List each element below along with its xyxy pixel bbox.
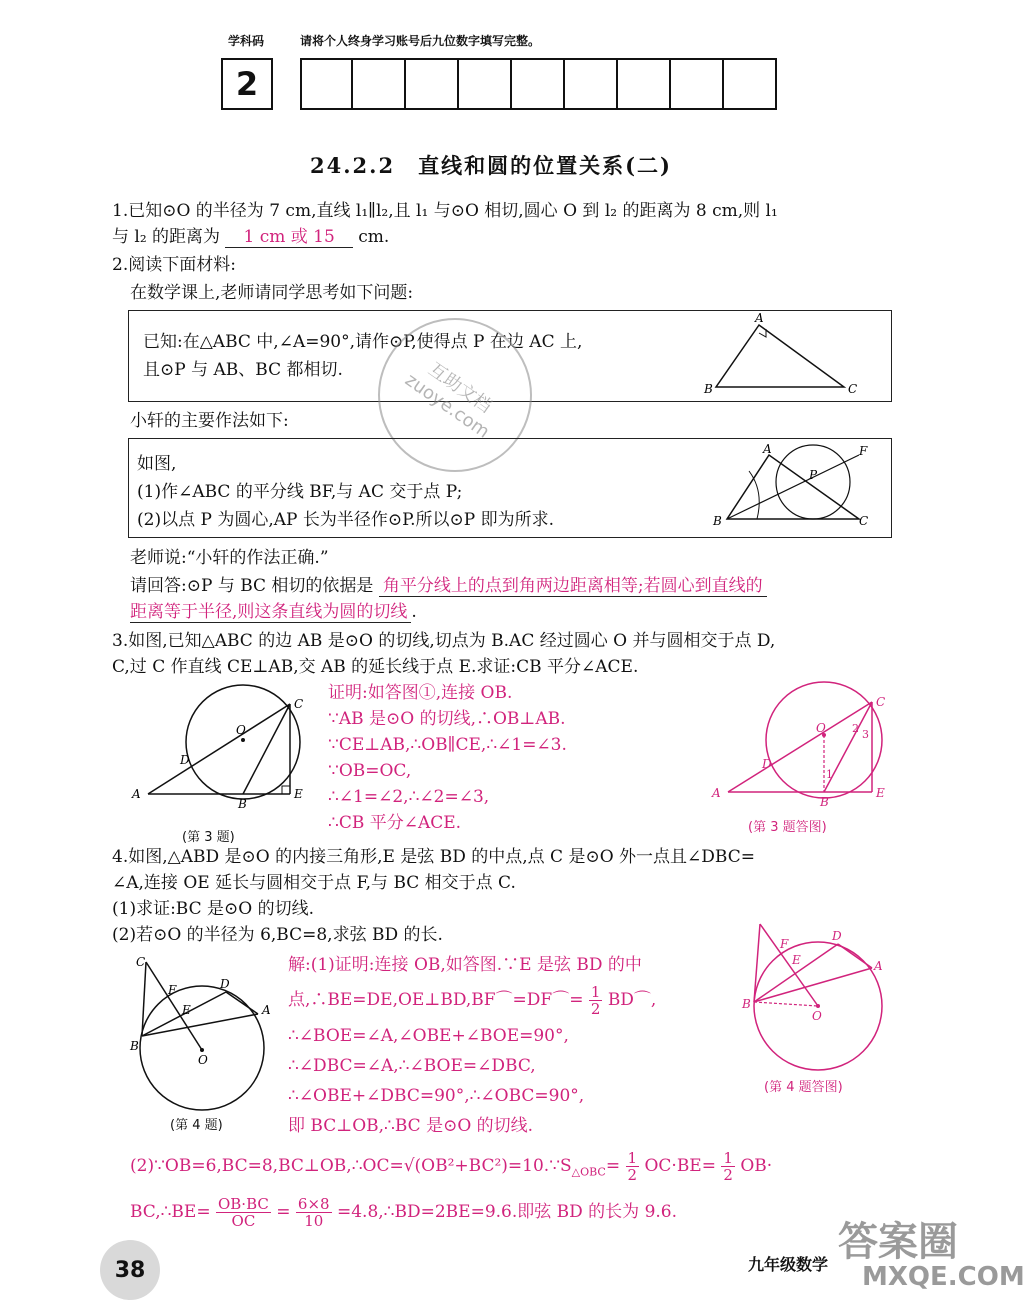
svg-text:A: A <box>262 1003 271 1017</box>
q3-answer-figure <box>706 680 896 812</box>
subject-code-label: 学科码 <box>228 34 265 48</box>
proof-line: ∴CB 平分∠ACE. <box>328 813 462 833</box>
proof-line: ∴∠1=∠2,∴∠2=∠3, <box>328 787 490 807</box>
account-digit-box[interactable] <box>671 58 724 110</box>
svg-text:C: C <box>294 697 304 711</box>
svg-text:O: O <box>812 1009 822 1023</box>
q4-figure <box>126 952 276 1112</box>
q2-answer-block <box>130 573 900 625</box>
svg-text:F: F <box>168 983 177 997</box>
fraction-ob-bc-over-oc <box>216 1196 271 1229</box>
fraction-numerator: 1 <box>590 983 601 1001</box>
fraction-numerator: 6×8 <box>297 1195 330 1213</box>
part2-text-a: (2)∵OB=6,BC=8,BC⊥OB,∴OC=√(OB²+BC²)=10.∵S <box>130 1156 572 1176</box>
q2-answer-line2: 距离等于半径,则这条直线为圆的切线 <box>130 602 411 623</box>
svg-text:A: A <box>763 442 772 456</box>
fraction-denominator: OC <box>231 1212 256 1230</box>
proof-line: 证明:如答图①,连接 OB. <box>328 683 513 703</box>
fraction-one-half <box>721 1150 735 1183</box>
q4-answer-figure <box>740 918 900 1070</box>
svg-text:E: E <box>182 1003 191 1017</box>
q1-answer: 1 cm 或 15 <box>225 227 352 248</box>
solution-line: ∴∠BOE=∠A,∠OBE+∠BOE=90°, <box>288 1026 569 1046</box>
fraction-6x8-over-10 <box>296 1196 332 1229</box>
q1-suffix: cm. <box>358 227 390 247</box>
solution-line-text: 点,∴BE=DE,OE⊥BD,BF⌒=DF⌒= <box>288 990 584 1010</box>
method-line2: (1)作∠ABC 的平分线 BF,与 AC 交于点 P; <box>137 482 463 502</box>
q2-ask: 请回答:⊙P 与 BC 相切的依据是 <box>130 576 374 596</box>
svg-text:O: O <box>198 1053 208 1067</box>
svg-text:3: 3 <box>862 728 869 741</box>
account-digit-box[interactable] <box>618 58 671 110</box>
q4-part2-solution-line1 <box>130 1150 900 1185</box>
part2-text-d: OB· <box>740 1156 773 1176</box>
fraction-one-half <box>626 1150 640 1183</box>
account-digit-box[interactable] <box>406 58 459 110</box>
svg-text:D: D <box>832 929 842 943</box>
part2-text-e: BC,∴BE= <box>130 1202 211 1222</box>
svg-text:A: A <box>755 311 764 325</box>
q3-line1: 3.如图,已知△ABC 的边 AB 是⊙O 的切线,切点为 B.AC 经过圆心 O 并与圆相交于点 D, <box>112 631 776 651</box>
fraction-numerator: OB·BC <box>217 1195 269 1213</box>
svg-text:A: A <box>874 959 883 973</box>
method-box <box>128 438 892 538</box>
account-digit-box[interactable] <box>353 58 406 110</box>
fraction-denominator: 2 <box>627 1166 638 1184</box>
account-digit-box[interactable] <box>724 58 777 110</box>
subject-code-box: 2 <box>221 58 273 110</box>
arc-bd: BD⌒, <box>607 990 657 1010</box>
svg-text:1: 1 <box>826 768 833 781</box>
q3-proof <box>328 680 567 836</box>
svg-text:B: B <box>742 997 751 1011</box>
method-intro: 小轩的主要作法如下: <box>130 411 289 431</box>
method-line3: (2)以点 P 为圆心,AP 长为半径作⊙P.所以⊙P 即为所求. <box>137 510 554 530</box>
svg-text:O: O <box>816 721 826 735</box>
proof-line: ∵OB=OC, <box>328 761 412 781</box>
account-number-boxes <box>300 58 777 110</box>
fraction-numerator: 1 <box>627 1149 638 1167</box>
problem-line1: 已知:在△ABC 中,∠A=90°,请作⊙P,使得点 P 在边 AC 上, <box>143 332 583 352</box>
q4-figure-caption: (第 4 题) <box>170 1118 223 1133</box>
fraction-one-half <box>589 984 603 1017</box>
svg-text:E: E <box>876 786 885 800</box>
question-3 <box>112 628 902 680</box>
account-digit-box[interactable] <box>565 58 618 110</box>
svg-text:B: B <box>238 797 247 811</box>
q4-part1: (1)求证:BC 是⊙O 的切线. <box>112 899 315 919</box>
watermark-url: MXQE.COM <box>862 1262 1025 1292</box>
q1-line2 <box>112 224 902 250</box>
q1-line1: 1.已知⊙O 的半径为 7 cm,直线 l₁∥l₂,且 l₁ 与⊙O 相切,圆心 O 到 l₂ 的距离为 8 cm,则 l₁ <box>112 201 778 221</box>
svg-text:B: B <box>820 795 829 809</box>
q4-line2: ∠A,连接 OE 延长与圆相交于点 F,与 BC 相交于点 C. <box>112 873 516 893</box>
q4-answer-figure-caption: (第 4 题答图) <box>764 1080 843 1095</box>
svg-text:D: D <box>220 977 230 991</box>
svg-text:P: P <box>809 468 818 482</box>
svg-text:C: C <box>876 695 886 709</box>
svg-text:2: 2 <box>852 722 859 735</box>
q3-figure-caption: (第 3 题) <box>182 830 235 845</box>
q3-figure <box>128 682 318 812</box>
account-digit-box[interactable] <box>512 58 565 110</box>
method-line1: 如图, <box>137 454 177 474</box>
account-digit-box[interactable] <box>300 58 353 110</box>
q4-part2-solution-line2 <box>130 1196 900 1229</box>
svg-text:F: F <box>780 937 789 951</box>
svg-text:D: D <box>180 753 190 767</box>
section-title: 24.2.2 直线和圆的位置关系(二) <box>310 153 672 178</box>
fraction-denominator: 10 <box>304 1212 324 1230</box>
proof-line: ∵CE⊥AB,∴OB∥CE,∴∠1=∠3. <box>328 735 567 755</box>
solution-line: ∴∠DBC=∠A,∴∠BOE=∠DBC, <box>288 1056 536 1076</box>
solution-line: 即 BC⊥OB,∴BC 是⊙O 的切线. <box>288 1116 534 1136</box>
q2-answer-line1: 角平分线上的点到角两边距离相等;若圆心到直线的 <box>379 576 767 597</box>
part2-text-c: OC·BE= <box>644 1156 716 1176</box>
svg-text:O: O <box>236 723 246 737</box>
q4-solution <box>288 952 748 1139</box>
svg-text:B: B <box>713 514 722 528</box>
svg-text:C: C <box>848 382 858 396</box>
fraction-numerator: 1 <box>723 1149 733 1167</box>
problem-line2: 且⊙P 与 AB、BC 都相切. <box>143 360 343 380</box>
question-1 <box>112 198 902 250</box>
svg-text:E: E <box>294 787 303 801</box>
part2-text-b: = <box>605 1156 621 1176</box>
account-digit-box[interactable] <box>459 58 512 110</box>
svg-text:A: A <box>132 787 141 801</box>
svg-text:F: F <box>859 444 868 458</box>
svg-text:A: A <box>712 786 721 800</box>
svg-text:C: C <box>136 955 146 969</box>
solution-line: ∴∠OBE+∠DBC=90°,∴∠OBC=90°, <box>288 1086 585 1106</box>
q3-line2: C,过 C 作直线 CE⊥AB,交 AB 的延长线于点 E.求证:CB 平分∠ACE. <box>112 657 639 677</box>
proof-line: ∵AB 是⊙O 的切线,∴OB⊥AB. <box>328 709 566 729</box>
svg-text:D: D <box>762 757 772 771</box>
equals-sign: = <box>276 1202 291 1222</box>
account-instruction: 请将个人终身学习账号后九位数字填写完整。 <box>300 34 541 48</box>
q1-prefix: 与 l₂ 的距离为 <box>112 227 221 247</box>
part2-text-f: =4.8,∴BD=2BE=9.6.即弦 BD 的长为 9.6. <box>336 1202 678 1222</box>
triangle-abc-figure <box>704 311 884 399</box>
part2-subscript: △OBC <box>571 1165 606 1179</box>
q3-answer-figure-caption: (第 3 题答图) <box>748 820 827 835</box>
fraction-denominator: 2 <box>723 1166 733 1184</box>
angle-bisector-figure <box>709 441 889 535</box>
svg-text:C: C <box>859 514 869 528</box>
svg-text:B: B <box>130 1039 139 1053</box>
solution-line <box>288 984 748 1017</box>
solution-line: 解:(1)证明:连接 OB,如答图.∵E 是弦 BD 的中 <box>288 955 642 975</box>
q2-heading: 2.阅读下面材料: <box>112 255 236 275</box>
page-number: 38 <box>100 1240 160 1300</box>
q4-part2: (2)若⊙O 的半径为 6,BC=8,求弦 BD 的长. <box>112 925 443 945</box>
svg-text:B: B <box>704 382 713 396</box>
q2-intro: 在数学课上,老师请同学思考如下问题: <box>130 283 414 303</box>
q4-line1: 4.如图,△ABD 是⊙O 的内接三角形,E 是弦 BD 的中点,点 C 是⊙O 外一点且∠DBC= <box>112 847 755 867</box>
watermark-logo: 答案圈 <box>838 1219 958 1265</box>
fraction-denominator: 2 <box>590 1000 601 1018</box>
watermark-stamp: 互助文档 zuoye.com <box>348 288 562 502</box>
svg-text:E: E <box>792 953 801 967</box>
grade-label: 九年级数学 <box>748 1255 829 1274</box>
q2-period: . <box>411 602 417 622</box>
teacher-comment: 老师说:“小轩的作法正确.” <box>130 548 329 568</box>
